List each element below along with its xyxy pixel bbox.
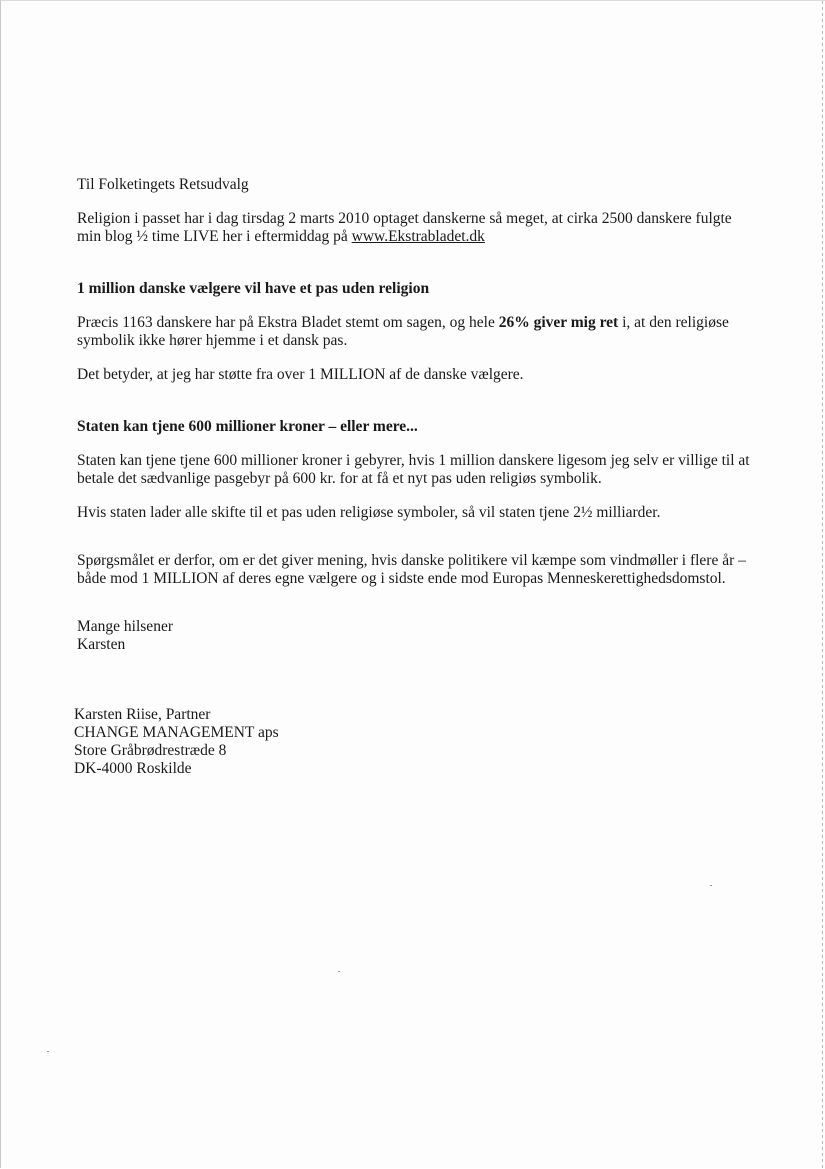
question-paragraph-line-1: Spørgsmålet er derfor, om er det giver mening, hvis danske politikere vil kæmpe som vindmøller i flere år – — [77, 552, 746, 569]
billions-paragraph: Hvis staten lader alle skifte til et pas uden religiøse symboler, så vil staten tjene 2½ milliarder. — [77, 504, 661, 521]
scan-speck — [710, 885, 712, 886]
support-paragraph: Det betyder, at jeg har støtte fra over 1 MILLION af de danske vælgere. — [77, 366, 524, 383]
intro-text: min blog ½ time LIVE her i eftermiddag på — [77, 228, 352, 245]
intro-paragraph-line-1: Religion i passet har i dag tirsdag 2 marts 2010 optaget danskerne så meget, at cirka 2500 danskere fulgte — [77, 210, 732, 227]
poll-text-b: i, at den religiøse — [618, 314, 729, 331]
question-paragraph-line-2: både mod 1 MILLION af deres egne vælgere og i sidste ende mod Europas Menneskerettighedsdomstol. — [77, 570, 726, 587]
signature-name: Karsten Riise, Partner — [74, 706, 211, 723]
poll-paragraph-line-1 — [77, 314, 757, 332]
closing-regards: Mange hilsener — [77, 618, 173, 635]
intro-paragraph-line-2 — [77, 228, 757, 246]
heading-state-earnings: Staten kan tjene 600 millioner kroner – eller mere... — [77, 418, 418, 435]
scan-speck — [47, 1051, 49, 1052]
poll-text-bold: 26% giver mig ret — [498, 314, 619, 331]
signature-block — [74, 706, 279, 778]
heading-million-voters: 1 million danske vælgere vil have et pas uden religion — [77, 280, 430, 297]
poll-text-a: Præcis 1163 danskere har på Ekstra Bladet stemt om sagen, og hele — [77, 314, 499, 331]
closing-name: Karsten — [77, 636, 126, 653]
signature-street: Store Gråbrødrestræde 8 — [74, 742, 227, 759]
poll-paragraph-line-2: symbolik ikke hører hjemme i et dansk pas. — [77, 332, 348, 349]
scan-speck — [338, 971, 340, 972]
fees-paragraph-line-2: betale det sædvanlige pasgebyr på 600 kr. for at få et nyt pas uden religiøs symbolik. — [77, 470, 602, 487]
signature-city: DK-4000 Roskilde — [74, 760, 192, 777]
signature-company: CHANGE MANAGEMENT aps — [74, 724, 279, 741]
recipient-line: Til Folketingets Retsudvalg — [77, 176, 249, 193]
scan-edge — [822, 1, 823, 1169]
letter-body — [77, 176, 757, 654]
ekstrabladet-link[interactable]: www.Ekstrabladet.dk — [351, 228, 485, 245]
fees-paragraph-line-1: Staten kan tjene tjene 600 millioner kroner i gebyrer, hvis 1 million danskere ligesom jeg selv er villige til at — [77, 452, 750, 469]
